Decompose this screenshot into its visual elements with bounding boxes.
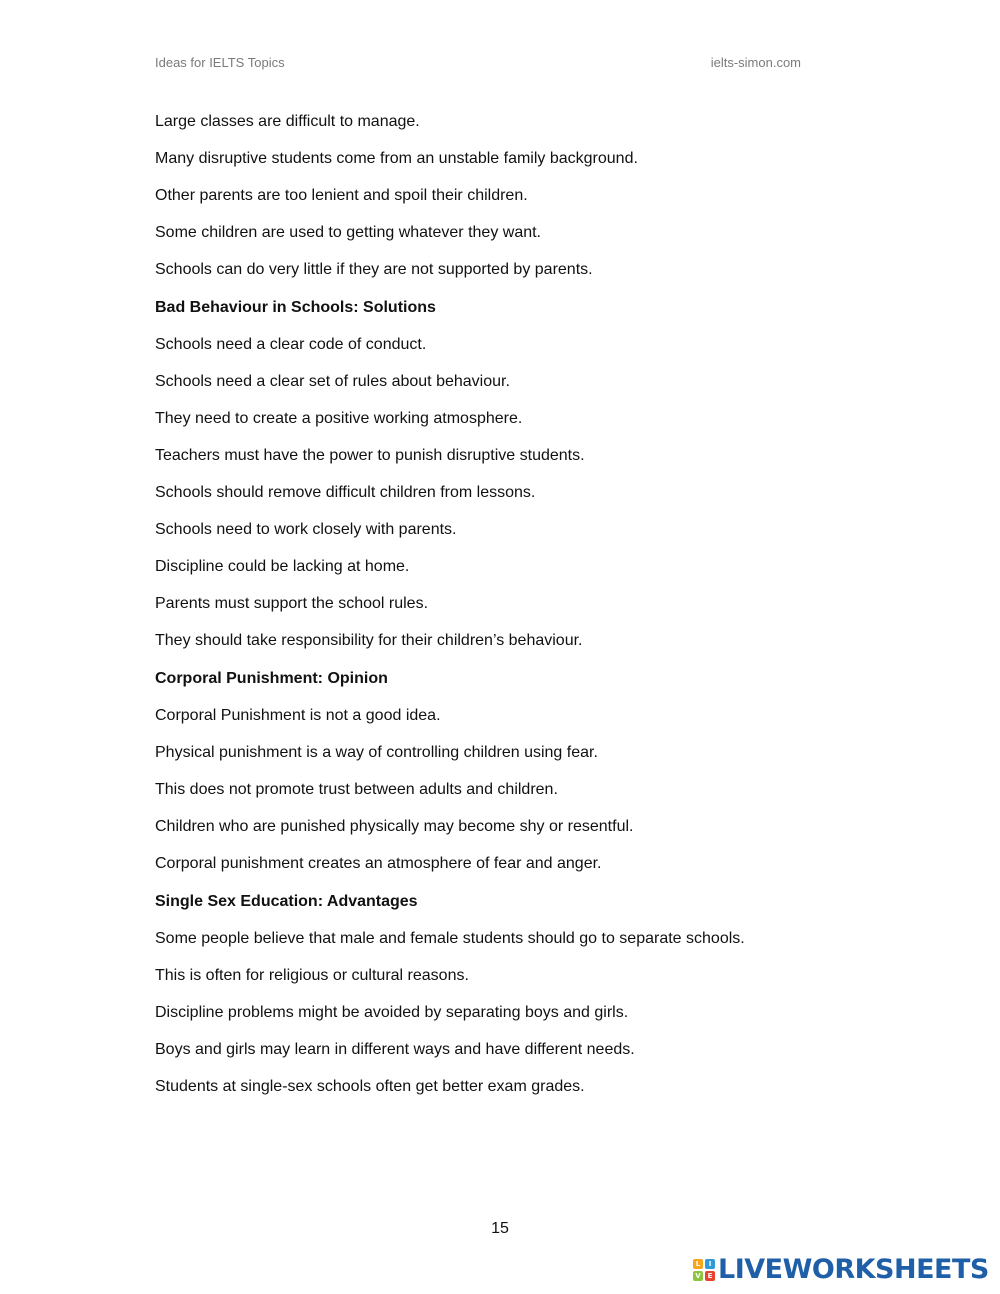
logo-letter: E (705, 1271, 715, 1281)
text-line: Some children are used to getting whatever they want. (155, 224, 541, 241)
liveworksheets-icon (693, 1259, 715, 1281)
section-heading: Single Sex Education: Advantages (155, 893, 418, 910)
text-line: Schools can do very little if they are not supported by parents. (155, 261, 593, 278)
liveworksheets-logo[interactable] (693, 1254, 989, 1286)
text-line: Teachers must have the power to punish disruptive students. (155, 447, 585, 464)
section (155, 892, 845, 1097)
text-line: Schools need a clear code of conduct. (155, 336, 427, 353)
header-title: Ideas for IELTS Topics (155, 55, 285, 70)
section (155, 298, 845, 651)
text-line: Some people believe that male and female students should go to separate schools. (155, 930, 745, 947)
liveworksheets-wordmark: LIVEWORKSHEETS (718, 1254, 989, 1285)
text-line: Schools should remove difficult children from lessons. (155, 484, 536, 501)
section-heading: Corporal Punishment: Opinion (155, 670, 388, 687)
text-line: Physical punishment is a way of controlling children using fear. (155, 744, 598, 761)
text-line: This does not promote trust between adults and children. (155, 781, 558, 798)
text-line: Discipline problems might be avoided by separating boys and girls. (155, 1004, 629, 1021)
text-line: Schools need a clear set of rules about behaviour. (155, 373, 510, 390)
header-website: ielts-simon.com (710, 55, 801, 70)
section (155, 669, 845, 874)
logo-letter: L (693, 1259, 703, 1269)
text-line: Corporal punishment creates an atmosphere of fear and anger. (155, 855, 602, 872)
logo-letter: I (705, 1259, 715, 1269)
document-body (155, 112, 845, 1114)
text-line: Many disruptive students come from an unstable family background. (155, 150, 638, 167)
section (155, 112, 845, 280)
text-line: Schools need to work closely with parents. (155, 521, 457, 538)
text-line: Students at single-sex schools often get better exam grades. (155, 1078, 585, 1095)
text-line: This is often for religious or cultural reasons. (155, 967, 469, 984)
text-line: Discipline could be lacking at home. (155, 558, 410, 575)
text-line: Parents must support the school rules. (155, 595, 429, 612)
page-number: 15 (491, 1220, 509, 1237)
section-heading: Bad Behaviour in Schools: Solutions (155, 299, 436, 316)
text-line: Large classes are difficult to manage. (155, 113, 420, 130)
text-line: Corporal Punishment is not a good idea. (155, 707, 441, 724)
text-line: Other parents are too lenient and spoil their children. (155, 187, 528, 204)
text-line: They need to create a positive working atmosphere. (155, 410, 523, 427)
logo-letter: V (693, 1271, 703, 1281)
text-line: Boys and girls may learn in different ways and have different needs. (155, 1041, 635, 1058)
text-line: They should take responsibility for their children’s behaviour. (155, 632, 583, 649)
page-header (155, 55, 801, 73)
text-line: Children who are punished physically may become shy or resentful. (155, 818, 634, 835)
